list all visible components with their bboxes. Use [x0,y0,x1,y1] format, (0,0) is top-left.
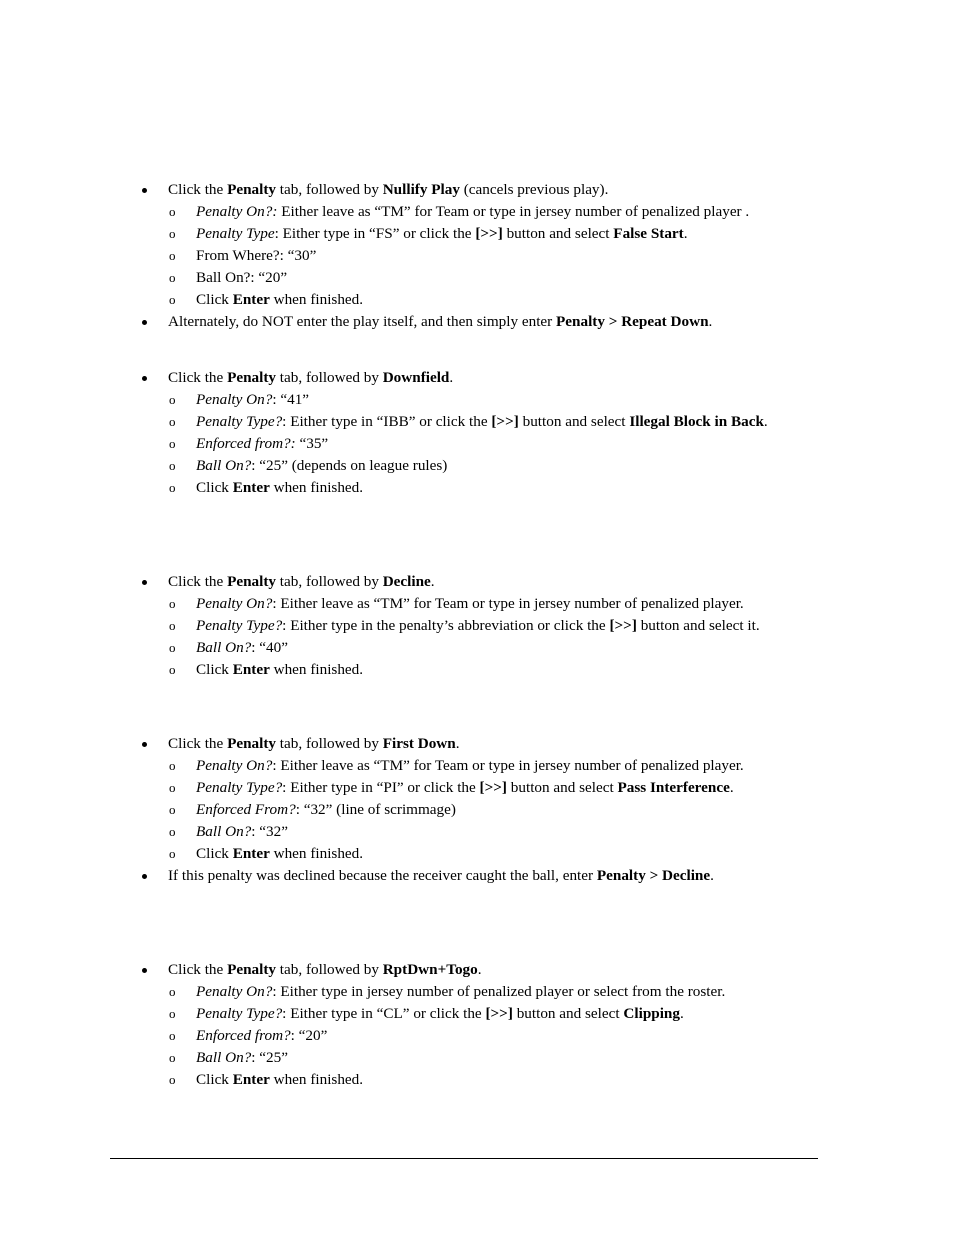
bold-text: [>>] [475,225,503,242]
bold-text: RptDwn+Togo [382,961,478,978]
sub-item [196,594,744,614]
text-run: . [449,369,454,386]
sub-item [196,434,328,454]
bullet-icon [142,188,147,193]
text-run: tab, followed by [276,181,383,198]
sub-bullet-icon: o [169,1028,176,1043]
text-run: Alternately, do NOT enter the play itself, and then simply enter [168,313,557,330]
text-run: Click the [168,735,228,752]
bold-text: Enter [232,1071,270,1088]
sub-item [196,638,288,658]
bullet-item [168,572,435,592]
bold-text: Downfield [382,369,450,386]
text-run: button and select [518,413,630,430]
sub-item [196,844,363,864]
text-run: tab, followed by [276,735,383,752]
bold-text: [>>] [491,413,519,430]
text-run: tab, followed by [276,961,383,978]
sub-bullet-icon: o [169,1050,176,1065]
text-run: : “32” [251,823,288,840]
text-run: . [683,225,688,242]
text-run: Click the [168,369,228,386]
text-run: : Either type in “IBB” or click the [282,413,492,430]
bold-text: Penalty [227,369,276,386]
sub-bullet-icon: o [169,292,176,307]
italic-text: Penalty On?: [196,203,278,220]
text-run: . [729,779,734,796]
italic-text: Penalty On? [196,757,273,774]
italic-text: Enforced from? [196,1027,291,1044]
text-run: Either leave as “TM” for Team or type in jersey number of penalized player . [277,203,750,220]
italic-text: Penalty Type? [196,779,283,796]
sub-item [196,1026,327,1046]
italic-text: Penalty Type [196,225,275,242]
sub-bullet-icon: o [169,204,176,219]
sub-bullet-icon: o [169,458,176,473]
sub-bullet-icon: o [169,984,176,999]
text-run: when finished. [269,291,364,308]
sub-bullet-icon: o [169,1072,176,1087]
sub-item [196,246,316,266]
bullet-icon [142,968,147,973]
bold-text: False Start [613,225,684,242]
sub-bullet-icon: o [169,392,176,407]
text-run: Click the [168,961,228,978]
sub-item [196,822,288,842]
sub-bullet-icon: o [169,226,176,241]
bullet-icon [142,580,147,585]
text-run: If this penalty was declined because the receiver caught the ball, enter [168,867,597,884]
bold-text: Pass Interference [617,779,730,796]
bold-text: Enter [232,845,270,862]
bullet-icon [142,376,147,381]
text-run: Click the [168,181,228,198]
sub-item [196,616,760,636]
bullet-item [168,734,460,754]
text-run: : Either type in the penalty’s abbreviation or click the [282,617,610,634]
sub-item [196,202,749,222]
sub-item [196,390,309,410]
sub-bullet-icon: o [169,846,176,861]
italic-text: Penalty On? [196,983,273,1000]
text-run: : “20” [290,1027,328,1044]
bold-text: Penalty [227,961,276,978]
bold-text: Nullify Play [382,181,460,198]
italic-text: Penalty Type? [196,413,283,430]
sub-item [196,268,287,288]
bullet-item [168,312,712,332]
text-run: . [679,1005,684,1022]
text-run: tab, followed by [276,573,383,590]
bold-text: Penalty [227,573,276,590]
text-run: : “25” [251,1049,288,1066]
italic-text: Enforced From? [196,801,296,818]
text-run: when finished. [269,1071,364,1088]
bold-text: Enter [232,291,270,308]
sub-item [196,982,725,1002]
sub-item [196,1070,363,1090]
sub-bullet-icon: o [169,436,176,451]
bold-text: Enter [232,661,270,678]
text-run: . [708,313,713,330]
text-run: . [763,413,768,430]
sub-item [196,224,688,244]
bold-text: [>>] [609,617,637,634]
sub-bullet-icon: o [169,780,176,795]
text-run: Click [196,845,233,862]
bold-text: Penalty [227,735,276,752]
sub-item [196,800,456,820]
italic-text: Penalty On? [196,391,273,408]
italic-text: Penalty On? [196,595,273,612]
sub-bullet-icon: o [169,662,176,677]
sub-bullet-icon: o [169,640,176,655]
text-run: (cancels previous play). [459,181,609,198]
footer-rule [110,1158,818,1159]
text-run: when finished. [269,661,364,678]
text-run: Click the [168,573,228,590]
text-run: Ball On?: “20” [196,269,288,286]
text-run: tab, followed by [276,369,383,386]
text-run: From Where?: “30” [196,247,317,264]
sub-bullet-icon: o [169,618,176,633]
text-run: : Either leave as “TM” for Team or type in jersey number of penalized player. [272,757,744,774]
sub-bullet-icon: o [169,1006,176,1021]
sub-item [196,1048,288,1068]
text-run: . [455,735,460,752]
bullet-item [168,180,608,200]
bullet-icon [142,874,147,879]
sub-item [196,290,363,310]
sub-bullet-icon: o [169,758,176,773]
text-run: : “32” (line of scrimmage) [295,801,456,818]
text-run: “35” [295,435,329,452]
text-run: button and select [506,779,618,796]
text-run: : Either type in “CL” or click the [282,1005,486,1022]
bullet-item [168,866,714,886]
sub-bullet-icon: o [169,270,176,285]
italic-text: Enforced from?: [196,435,296,452]
italic-text: Ball On? [196,639,252,656]
sub-item [196,412,768,432]
sub-bullet-icon: o [169,596,176,611]
text-run: : Either type in “PI” or click the [282,779,480,796]
sub-bullet-icon: o [169,480,176,495]
sub-item [196,478,363,498]
text-run: button and select [502,225,614,242]
bullet-icon [142,320,147,325]
bold-text: Penalty > Repeat Down [556,313,709,330]
text-run: : “25” (depends on league rules) [251,457,448,474]
bold-text: Penalty [227,181,276,198]
bullet-item [168,960,482,980]
italic-text: Penalty Type? [196,617,283,634]
sub-item [196,1004,684,1024]
text-run: . [710,867,714,884]
bold-text: Decline [382,573,431,590]
sub-bullet-icon: o [169,824,176,839]
text-run: . [477,961,482,978]
text-run: when finished. [269,845,364,862]
sub-item [196,456,447,476]
text-run: Click [196,291,233,308]
italic-text: Ball On? [196,823,252,840]
text-run: button and select it. [636,617,760,634]
bold-text: [>>] [479,779,507,796]
text-run: : Either type in “FS” or click the [274,225,476,242]
text-run: button and select [512,1005,624,1022]
text-run: : Either type in jersey number of penalized player or select from the roster. [272,983,726,1000]
bold-text: Illegal Block in Back [629,413,764,430]
text-run: Click [196,1071,233,1088]
text-run: when finished. [269,479,364,496]
text-run: : “40” [251,639,288,656]
bullet-item [168,368,453,388]
text-run: : Either leave as “TM” for Team or type in jersey number of penalized player. [272,595,744,612]
text-run: . [430,573,435,590]
sub-item [196,660,363,680]
bold-text: Penalty > Decline [596,867,711,884]
sub-bullet-icon: o [169,414,176,429]
italic-text: Ball On? [196,457,252,474]
sub-bullet-icon: o [169,248,176,263]
bold-text: Clipping [623,1005,680,1022]
text-run: : “41” [272,391,310,408]
bold-text: [>>] [485,1005,513,1022]
bullet-icon [142,742,147,747]
bold-text: Enter [232,479,270,496]
sub-bullet-icon: o [169,802,176,817]
text-run: Click [196,479,233,496]
text-run: Click [196,661,233,678]
bold-text: First Down [382,735,456,752]
sub-item [196,756,744,776]
sub-item [196,778,734,798]
italic-text: Penalty Type? [196,1005,283,1022]
italic-text: Ball On? [196,1049,252,1066]
